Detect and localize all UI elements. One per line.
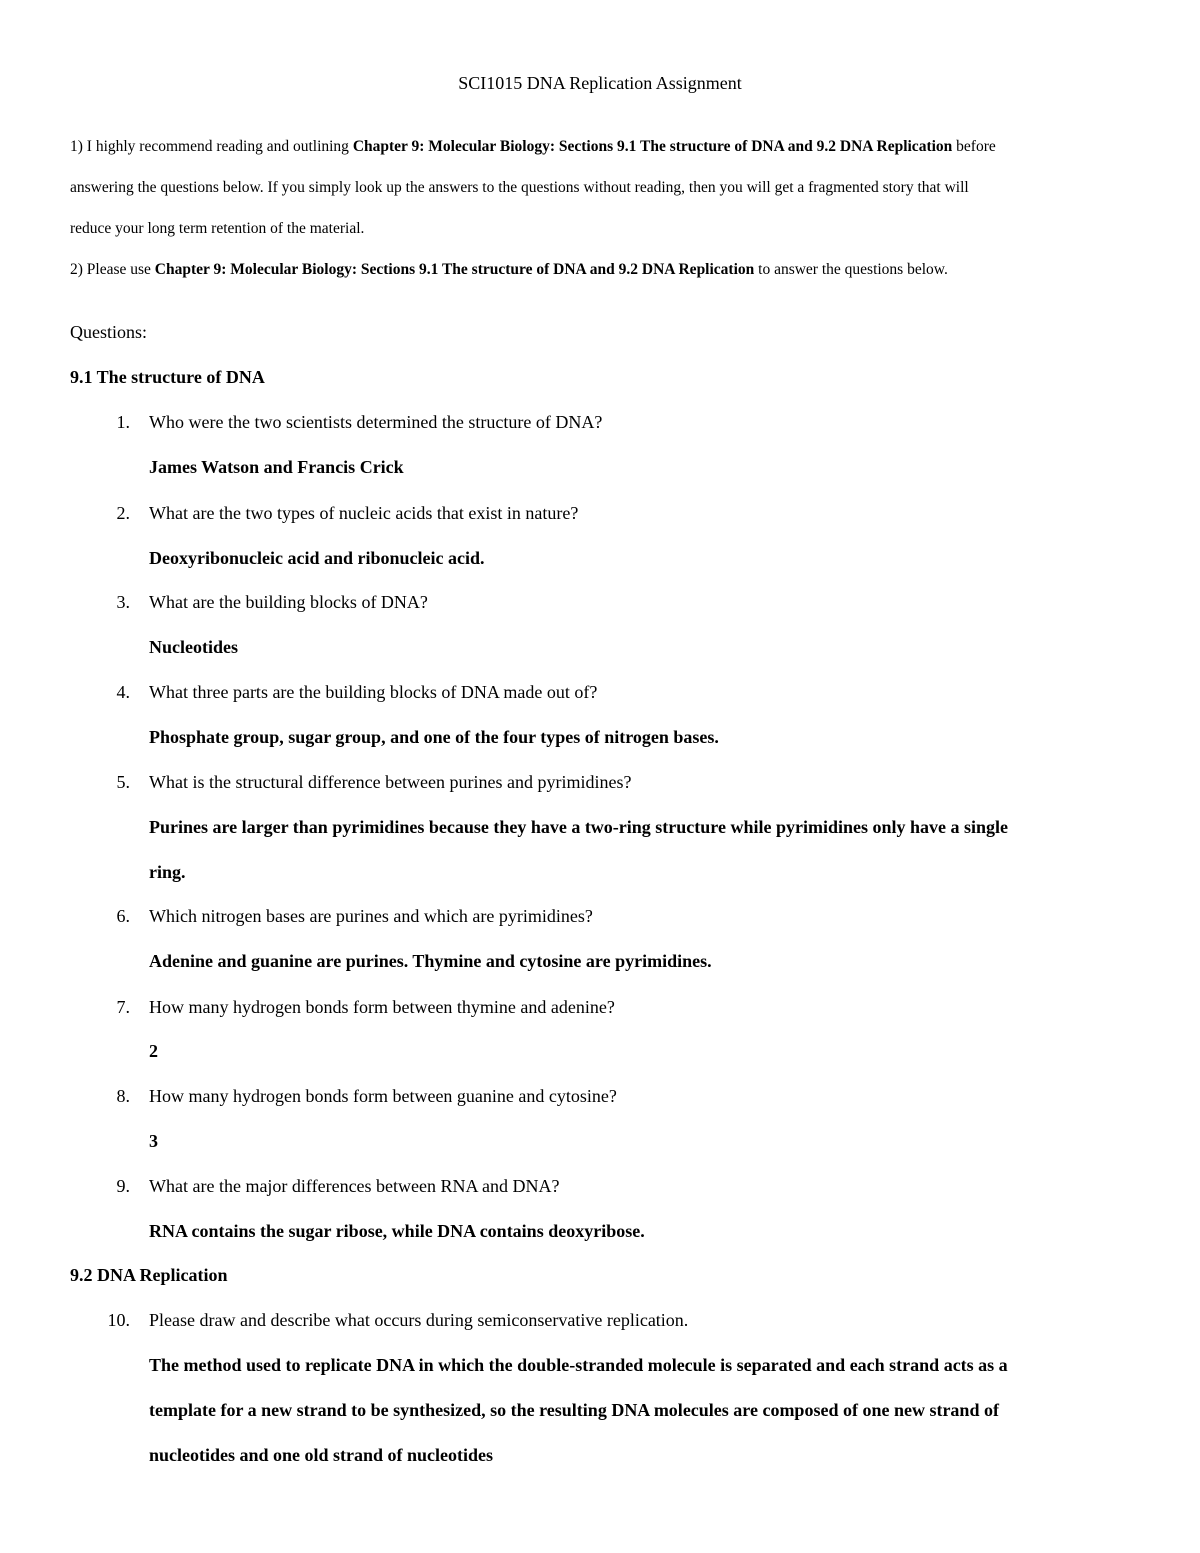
- answer-text: RNA contains the sugar ribose, while DNA contains deoxyribose.: [149, 1221, 645, 1241]
- page-title: SCI1015 DNA Replication Assignment: [458, 73, 742, 93]
- intro-1-chapter-reference: Chapter 9: Molecular Biology: Sections 9.1 The structure of DNA and 9.2 DNA Replication: [352, 138, 953, 155]
- question-text: How many hydrogen bonds form between guanine and cytosine?: [149, 1086, 617, 1106]
- answer-text: Nucleotides: [149, 637, 238, 657]
- question-text: How many hydrogen bonds form between thymine and adenine?: [149, 997, 615, 1017]
- question-number: 7.: [116, 997, 130, 1017]
- intro-paragraph-1-line-2: answering the questions below. If you simply look up the answers to the questions without reading, then you will get a fragmented story that will: [70, 179, 969, 196]
- question-number: 4.: [116, 682, 130, 702]
- question-number: 10.: [107, 1310, 130, 1330]
- intro-2-suffix: to answer the questions below.: [754, 261, 948, 278]
- answer-text: Adenine and guanine are purines. Thymine and cytosine are pyrimidines.: [149, 951, 712, 971]
- question-number: 3.: [116, 592, 130, 612]
- answer-text: Deoxyribonucleic acid and ribonucleic acid.: [149, 548, 485, 568]
- intro-1-suffix: before: [952, 138, 996, 155]
- intro-paragraph-1-line-1: [70, 138, 996, 156]
- question-text: Who were the two scientists determined the structure of DNA?: [149, 412, 603, 432]
- question-number: 9.: [116, 1176, 130, 1196]
- question-text: What are the major differences between RNA and DNA?: [149, 1176, 560, 1196]
- answer-text: Purines are larger than pyrimidines because they have a two-ring structure while pyrimidines only have a single: [149, 817, 1008, 837]
- question-number: 6.: [116, 906, 130, 926]
- question-number: 5.: [116, 772, 130, 792]
- section-heading: 9.2 DNA Replication: [70, 1265, 228, 1285]
- question-text: Which nitrogen bases are purines and which are pyrimidines?: [149, 906, 593, 926]
- answer-text: ring.: [149, 862, 186, 882]
- answer-text: Phosphate group, sugar group, and one of the four types of nitrogen bases.: [149, 727, 719, 747]
- question-number: 2.: [116, 503, 130, 523]
- intro-1-prefix: 1) I highly recommend reading and outlining: [70, 138, 353, 155]
- intro-paragraph-2: [70, 261, 948, 279]
- intro-paragraph-1-line-3: reduce your long term retention of the material.: [70, 220, 365, 237]
- answer-text: The method used to replicate DNA in which the double-stranded molecule is separated and each strand acts as a: [149, 1355, 1008, 1375]
- answer-text: 2: [149, 1041, 158, 1061]
- section-heading: 9.1 The structure of DNA: [70, 367, 265, 387]
- question-text: Please draw and describe what occurs during semiconservative replication.: [149, 1310, 689, 1330]
- answer-text: nucleotides and one old strand of nucleotides: [149, 1445, 494, 1465]
- question-number: 1.: [116, 412, 130, 432]
- question-text: What is the structural difference between purines and pyrimidines?: [149, 772, 632, 792]
- intro-2-prefix: 2) Please use: [70, 261, 155, 278]
- question-number: 8.: [116, 1086, 130, 1106]
- answer-text: 3: [149, 1131, 158, 1151]
- question-text: What are the building blocks of DNA?: [149, 592, 428, 612]
- intro-2-chapter-reference: Chapter 9: Molecular Biology: Sections 9.1 The structure of DNA and 9.2 DNA Replication: [154, 261, 755, 278]
- question-text: What are the two types of nucleic acids that exist in nature?: [149, 503, 579, 523]
- question-text: What three parts are the building blocks of DNA made out of?: [149, 682, 598, 702]
- answer-text: James Watson and Francis Crick: [149, 457, 404, 477]
- questions-label: Questions:: [70, 322, 148, 342]
- answer-text: template for a new strand to be synthesized, so the resulting DNA molecules are composed of one new strand of: [149, 1400, 999, 1420]
